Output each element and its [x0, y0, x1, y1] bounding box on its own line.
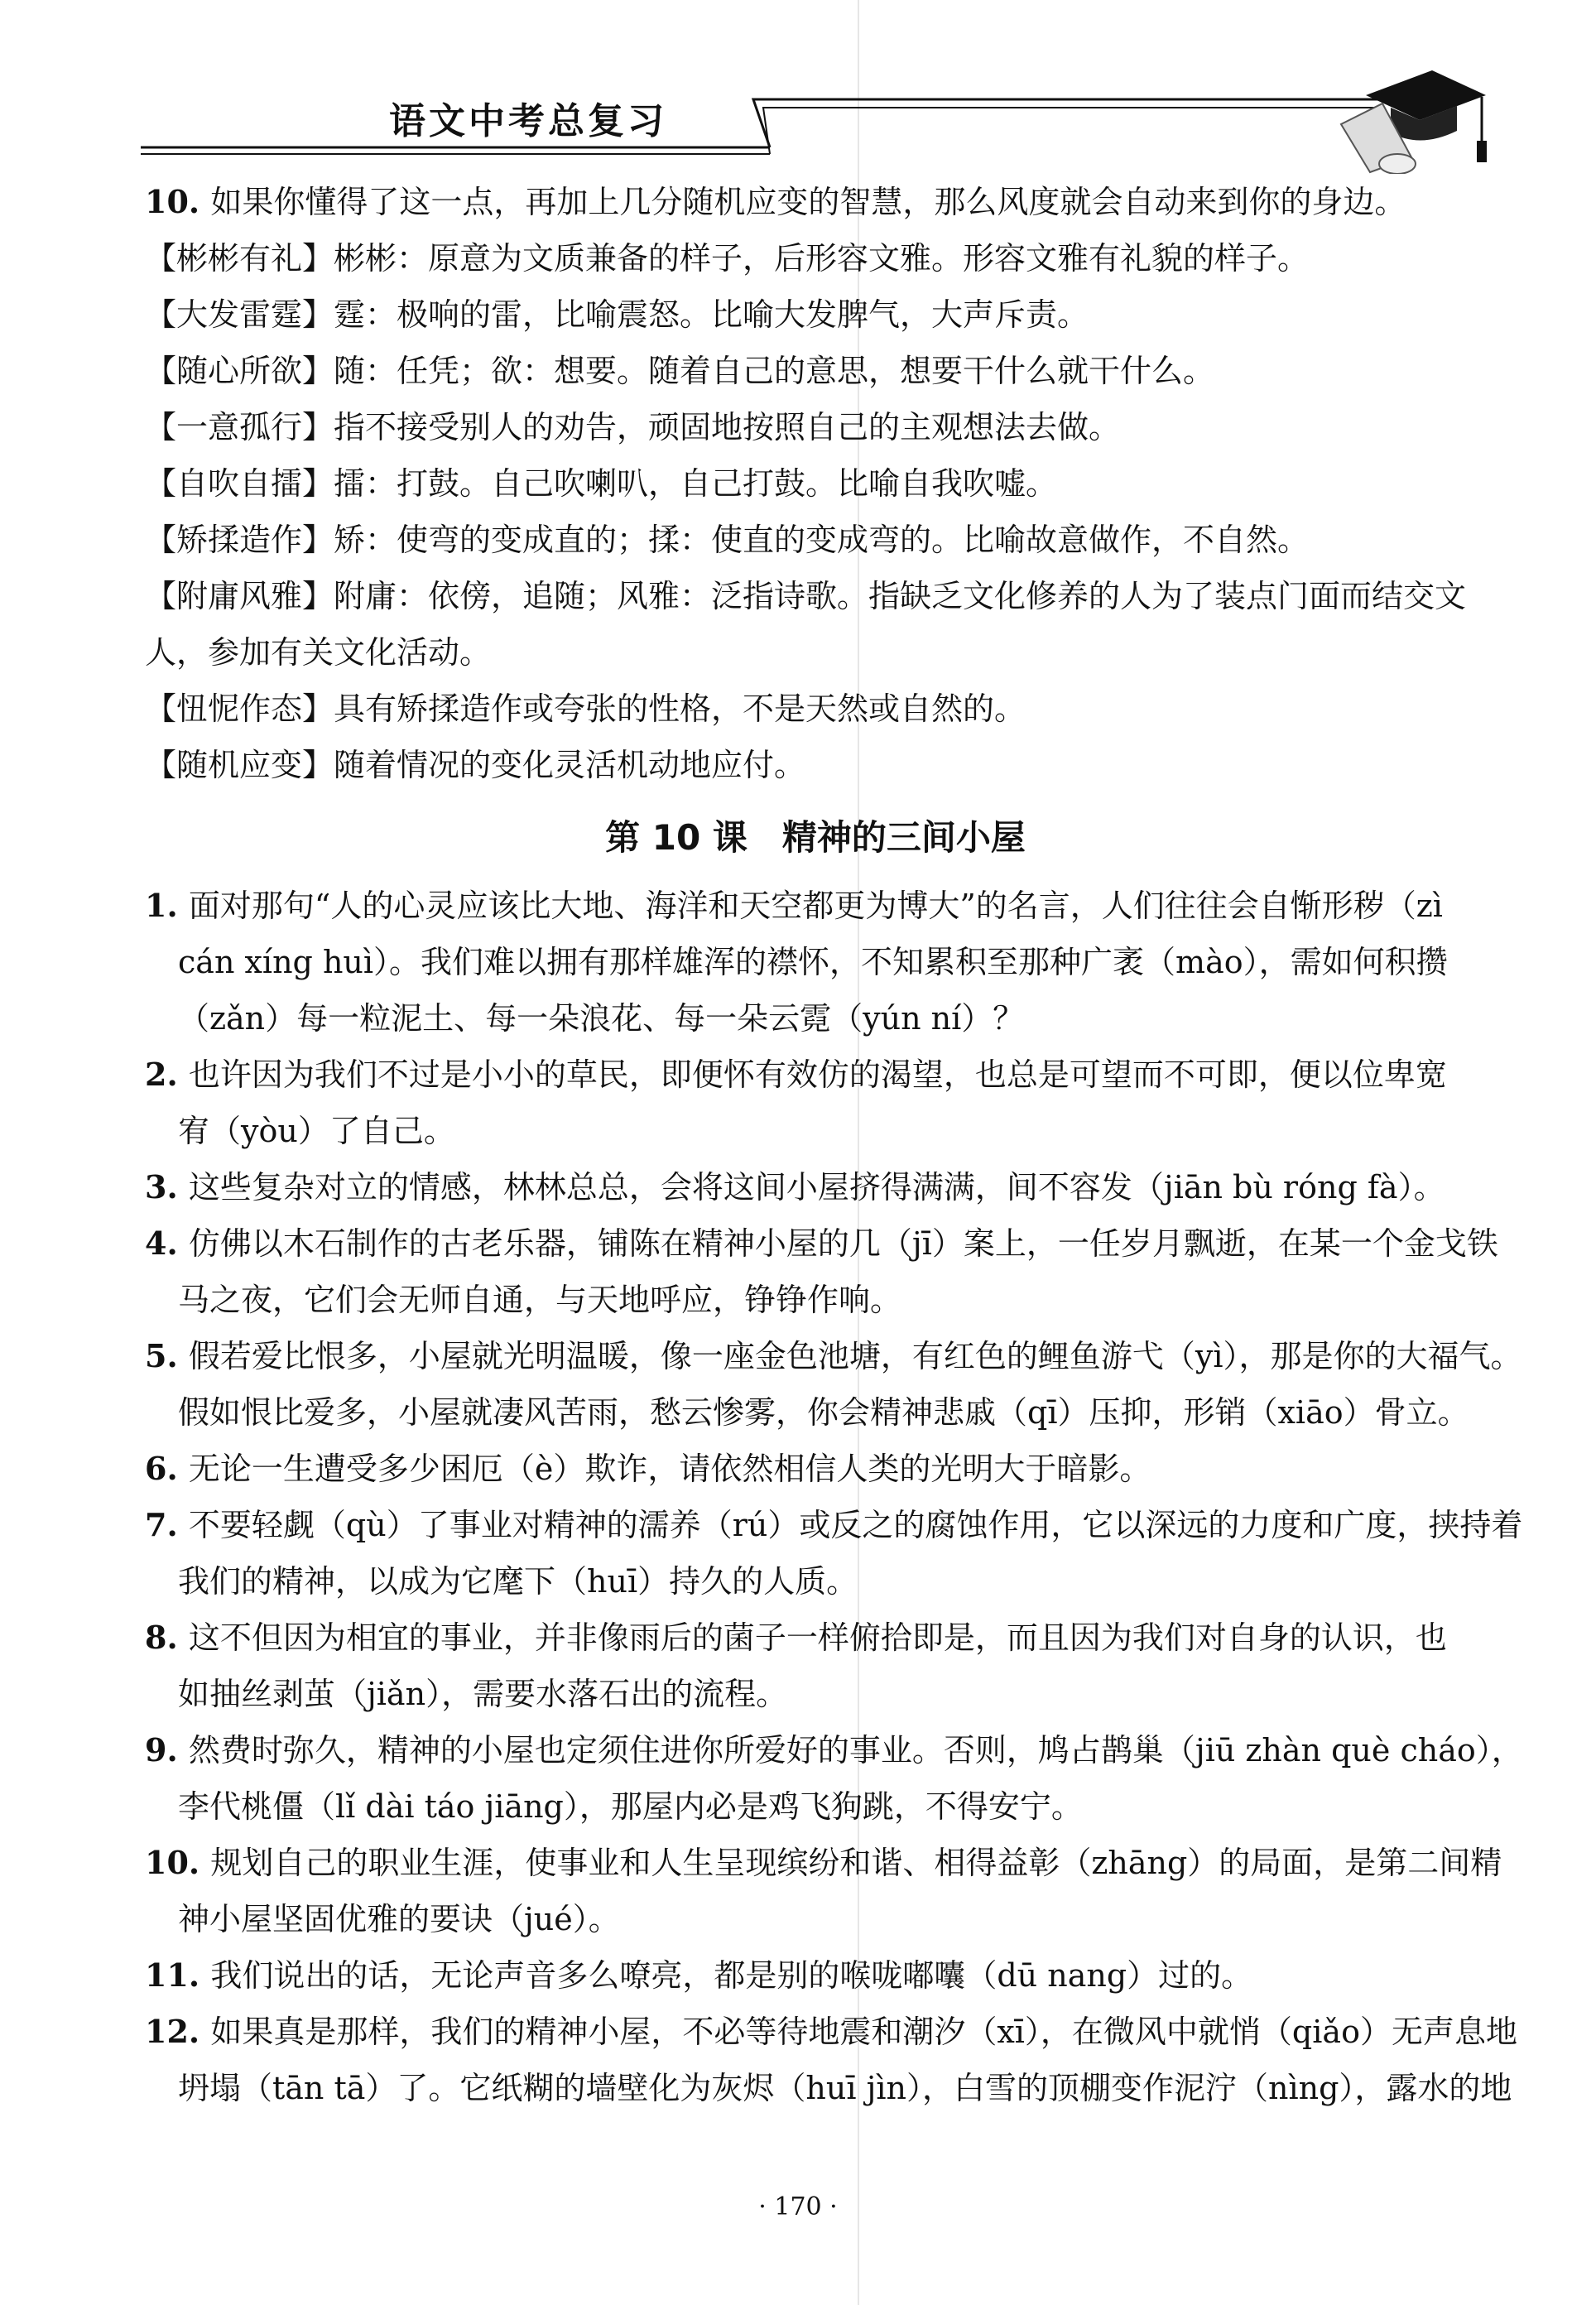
item-number: 6. [145, 1450, 189, 1487]
line-text: 【附庸风雅】附庸：依傍，追随；风雅：泛指诗歌。指缺乏文化修养的人为了装点门面而结交文 [145, 578, 1467, 614]
line-text: 神小屋坚固优雅的要诀（jué）。 [178, 1901, 620, 1937]
header-title: 语文中考总复习 [389, 100, 667, 142]
item-number: 7. [145, 1506, 189, 1543]
line-text: 也许因为我们不过是小小的草民，即便怀有效仿的渴望，也总是可望而不可即，便以位卑宽 [188, 1056, 1447, 1093]
line-text: 【自吹自擂】擂：打鼓。自己吹喇叭，自己打鼓。比喻自我吹嘘。 [145, 465, 1058, 502]
line-text: （zǎn）每一粒泥土、每一朵浪花、每一朵云霓（yún ní）？ [178, 1000, 1025, 1037]
line-text: 这些复杂对立的情感，林林总总，会将这间小屋挤得满满，间不容发（jiān bù róng fà）。 [188, 1169, 1445, 1205]
graduation-cap-icon [1333, 58, 1490, 174]
exercise-line [145, 878, 1486, 934]
exercise-line [145, 1103, 1486, 1159]
exercise-line [145, 1441, 1486, 1497]
exercise-line [145, 1384, 1486, 1441]
page-content [145, 174, 1523, 2116]
line-text: 【大发雷霆】霆：极响的雷，比喻震怒。比喻大发脾气，大声斥责。 [145, 296, 1089, 333]
item-number: 10. [145, 183, 211, 220]
exercise-line [145, 1778, 1486, 1835]
line-text: 坍塌（tān tā）了。它纸糊的墙壁化为灰烬（huī jìn），白雪的顶棚变作泥泞（nìng），露水的地 [178, 2070, 1512, 2106]
definition-line [145, 455, 1486, 512]
definition-line [145, 568, 1486, 624]
definition-line [145, 343, 1486, 399]
item-number: 9. [145, 1731, 189, 1768]
line-text: 人，参加有关文化活动。 [145, 634, 492, 671]
exercise-line [145, 1497, 1523, 1553]
line-text: 【随心所欲】随：任凭；欲：想要。随着自己的意思，想要干什么就干什么。 [145, 353, 1215, 389]
item-number: 4. [145, 1225, 189, 1262]
definition-line [145, 624, 1486, 681]
item-number: 2. [145, 1056, 189, 1093]
line-text: 面对那句“人的心灵应该比大地、海洋和天空都更为博大”的名言，人们往往会自惭形秽（zì [188, 888, 1443, 924]
line-text: 李代桃僵（lǐ dài táo jiāng），那屋内必是鸡飞狗跳，不得安宁。 [178, 1788, 1083, 1825]
line-text: 无论一生遭受多少困厄（è）欺诈，请依然相信人类的光明大于暗影。 [188, 1451, 1151, 1487]
item-number: 11. [145, 1956, 211, 1994]
line-text: 我们说出的话，无论声音多么嘹亮，都是别的喉咙嘟囔（dū nang）过的。 [210, 1957, 1253, 1994]
page-header [141, 58, 1498, 174]
line-text: 马之夜，它们会无师自通，与天地呼应，铮铮作响。 [178, 1282, 902, 1318]
definition-line [145, 512, 1486, 568]
definition-line [145, 737, 1486, 793]
line-text: 【一意孤行】指不接受别人的劝告，顽固地按照自己的主观想法去做。 [145, 409, 1121, 445]
lesson-title: 第 10 课 精神的三间小屋 [605, 817, 1026, 858]
exercise-line [145, 1722, 1523, 1778]
exercise-line [145, 934, 1486, 990]
exercise-line [145, 1328, 1522, 1384]
item-number: 3. [145, 1168, 189, 1205]
exercise-line [145, 1272, 1486, 1328]
definition-line [145, 286, 1486, 343]
line-text: 如果你懂得了这一点，再加上几分随机应变的智慧，那么风度就会自动来到你的身边。 [210, 184, 1406, 220]
definition-line [145, 399, 1486, 455]
line-text: 如抽丝剥茧（jiǎn），需要水落石出的流程。 [178, 1676, 788, 1712]
line-text: cán xíng huì）。我们难以拥有那样雄浑的襟怀，不知累积至那种广袤（mào），需如何积攒 [178, 944, 1448, 980]
line-text: 仿佛以木石制作的古老乐器，铺陈在精神小屋的几（jī）案上，一任岁月飘逝，在某一个金戈铁 [188, 1225, 1498, 1262]
exercise-line [145, 1159, 1486, 1215]
item-number: 10. [145, 1844, 211, 1881]
exercise-line [145, 1215, 1498, 1272]
page-number: · 170 · [758, 2192, 838, 2221]
item-number: 5. [145, 1337, 189, 1374]
exercise-line [145, 1947, 1486, 2004]
exercise-line [145, 1047, 1486, 1103]
definition-line [145, 230, 1486, 286]
line-text: 这不但因为相宜的事业，并非像雨后的菌子一样俯拾即是，而且因为我们对自身的认识，也 [188, 1619, 1447, 1656]
idiom-section [145, 174, 1486, 793]
line-text: 宥（yòu）了自己。 [178, 1113, 455, 1149]
line-text: 假如恨比爱多，小屋就凄风苦雨，愁云惨雾，你会精神悲戚（qī）压抑，形销（xiāo）骨立。 [178, 1394, 1469, 1431]
exercise-line [145, 1553, 1486, 1610]
definition-line [145, 174, 1486, 230]
line-text: 规划自己的职业生涯，使事业和人生呈现缤纷和谐、相得益彰（zhāng）的局面，是第二间精 [210, 1845, 1502, 1881]
line-text: 如果真是那样，我们的精神小屋，不必等待地震和潮汐（xī），在微风中就悄（qiǎo）无声息地 [210, 2014, 1517, 2050]
line-text: 不要轻觑（qù）了事业对精神的濡养（rú）或反之的腐蚀作用，它以深远的力度和广度，挟持着 [188, 1507, 1523, 1543]
header-decoration [141, 58, 1498, 174]
definition-line [145, 681, 1486, 737]
exercise-line [145, 1666, 1486, 1722]
line-text: 假若爱比恨多，小屋就光明温暖，像一座金色池塘，有红色的鲤鱼游弋（yì），那是你的大福气。 [188, 1338, 1522, 1374]
line-text: 【彬彬有礼】彬彬：原意为文质兼备的样子，后形容文雅。形容文雅有礼貌的样子。 [145, 240, 1310, 277]
line-text: 我们的精神，以成为它麾下（huī）持久的人质。 [178, 1563, 858, 1600]
line-text: 【随机应变】随着情况的变化灵活机动地应付。 [145, 747, 806, 783]
item-number: 1. [145, 887, 189, 924]
item-number: 8. [145, 1619, 189, 1656]
exercise-line [145, 1891, 1486, 1947]
line-text: 【矫揉造作】矫：使弯的变成直的；揉：使直的变成弯的。比喻故意做作，不自然。 [145, 522, 1310, 558]
line-text: 然费时弥久，精神的小屋也定须住进你所爱好的事业。否则，鸠占鹊巢（jiū zhàn què cháo）， [188, 1732, 1523, 1768]
exercise-line [145, 2060, 1512, 2116]
exercise-line [145, 2004, 1517, 2060]
lesson-items [145, 878, 1523, 2116]
exercise-line [145, 1610, 1486, 1666]
line-text: 【忸怩作态】具有矫揉造作或夸张的性格，不是天然或自然的。 [145, 691, 1026, 727]
exercise-line [145, 1835, 1502, 1891]
exercise-line [145, 990, 1486, 1047]
item-number: 12. [145, 2013, 211, 2050]
